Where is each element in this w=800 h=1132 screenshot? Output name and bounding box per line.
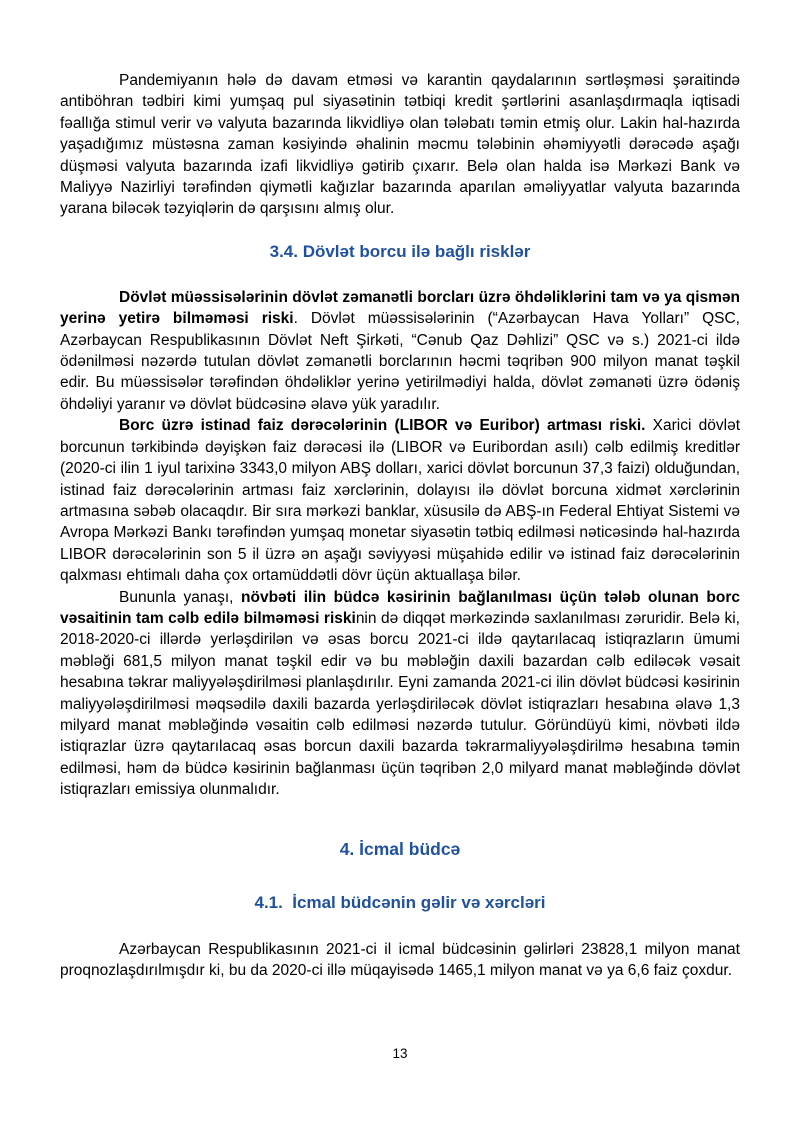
paragraph-text: Bununla yanaşı, xyxy=(119,588,242,606)
paragraph-text: . Dövlət müəssisələrinin (“Azərbaycan Hava Yolları” QSC, Azərbaycan Respublikasının Dövlət Neft Şirkəti, “Cənub Qaz Dəhlizi” QSC və s.) 2021-ci ildə ödənilməsi nəzərdə tutulan dövlət zəmanətli borclarının həcmi təqribən 900 milyon manat təşkil edir. Bu müəssisələr tərəfindən öhdəliklər yerinə yetirilmədiyi halda, dövlət zəmanəti üzrə ödəniş öhdəliyi yaranır və dövlət büdcəsinə əlavə yük yaradılır. xyxy=(60,310,740,413)
paragraph-text: Azərbaycan Respublikasının 2021-ci il icmal büdcəsinin gəlirləri 23828,1 milyon manat proqnozlaşdırılmışdır ki, bu da 2020-ci illə müqayisədə 1465,1 milyon manat və ya 6,6 faiz çoxdur. xyxy=(60,940,740,979)
paragraph-state-guarantee-risk xyxy=(60,287,740,415)
paragraph-text: Pandemiyanın hələ də davam etməsi və karantin qaydalarının sərtləşməsi şəraitində antiböhran tədbiri kimi yumşaq pul siyasətinin tətbiqi kredit şərtlərini asanlaşdırmaqla iqtisadi fəallığa stimul verir və valyuta bazarında likvidliyə olan tələbatı təmin etmiş olur. Lakin hal-hazırda yaşadığımız müstəsna zaman kəsiyində əhalinin məcmu tələbinin əhəmiyyətli dərəcədə aşağı düşməsi valyuta bazarında izafi likvidliyə gətirib çıxarır. Belə olan halda isə Mərkəzi Bank və Maliyyə Nazirliyi tərəfindən qiymətli kağızlar bazarında aparılan əməliyyatlar valyuta bazarında yarana biləcək təzyiqlərin də qarşısını almış olur. xyxy=(60,72,740,218)
section-heading-4-1: 4.1. İcmal büdcənin gəlir və xərcləri xyxy=(254,892,546,912)
risk-title-bold: Dövlət müəssisələrinin dövlət zəmanətli borcları üzrə öhdəliklərini tam və ya qismən yerinə yetirə bilməməsi riski xyxy=(60,288,740,328)
risk-title-bold: növbəti ilin büdcə kəsirinin bağlanılması üçün tələb olunan borc vəsaitinin tam cəlb edilə bilməməsi riski xyxy=(60,588,740,627)
chapter-heading-4: 4. İcmal büdcə xyxy=(339,838,461,859)
page-content xyxy=(60,70,740,981)
paragraph-consolidated-budget xyxy=(60,939,740,982)
paragraph-text: Xarici dövlət borcunun tərkibində dəyişkən faiz dərəcəsi ilə (LIBOR və Euribordan asılı) cəlb edilmiş kreditlər (2020-ci ilin 1 iyul tarixinə 3343,0 milyon ABŞ dolları, xarici dövlət borcunun 37,3 faizi) olduğundan, istinad faiz dərəcələrinin artması faiz xərclərinin, dolayısı ilə dövlət borcuna xidmət xərclərinin artmasına səbəb olacaqdır. Bir sıra mərkəzi banklar, xüsusilə də ABŞ-ın Federal Ehtiyat Sistemi və Avropa Mərkəzi Bankı tərəfindən yumşaq monetar siyasətin tətbiq edilməsi nəticəsində hal-hazırda LIBOR dərəcələrinin son 5 il üzrə ən aşağı səviyyəsi müşahidə edilir və istinad faiz dərəcələrinin qalxması ehtimalı daha çox ortamüddətli dövr üçün aktuallaşa bilər. xyxy=(60,417,740,585)
paragraph-libor-risk xyxy=(60,415,740,586)
risk-title-bold: Borc üzrə istinad faiz dərəcələrinin (LIBOR və Euribor) artması riski. xyxy=(119,417,646,435)
page-number: 13 xyxy=(392,1046,408,1061)
intro-paragraph xyxy=(60,70,740,220)
paragraph-borrowing-risk xyxy=(60,587,740,801)
section-heading-3-4: 3.4. Dövlət borcu ilə bağlı risklər xyxy=(269,241,531,261)
paragraph-text: nin də diqqət mərkəzində saxlanılması zəruridir. Belə ki, 2018-2020-ci illərdə yerləşdirilən və əsas borcu 2021-ci ildə qaytarılacaq istiqrazların ümumi məbləği 681,5 milyon manat təşkil edir və bu məbləğin daxili bazardan cəlb ediləcək vəsait hesabına təkrar maliyyələşdirilməsi planlaşdırılır. Eyni zamanda 2021-ci ilin dövlət büdcəsi kəsirinin maliyyələşdirilməsi məqsədilə daxili bazarda yerləşdiriləcək dövlət istiqrazları hesabına əlavə 1,3 milyard manat məbləğində vəsaitin cəlb edilməsi nəzərdə tutulur. Göründüyü kimi, növbəti ildə istiqrazlar üzrə qaytarılacaq əsas borcun daxili bazarda təkrarmaliyyələşdirilmə hesabına təmin edilməsi, həm də büdcə kəsirinin bağlanması üçün təqribən 2,0 milyard manat məbləğində dövlət istiqrazları emissiya olunmalıdır. xyxy=(60,609,740,799)
